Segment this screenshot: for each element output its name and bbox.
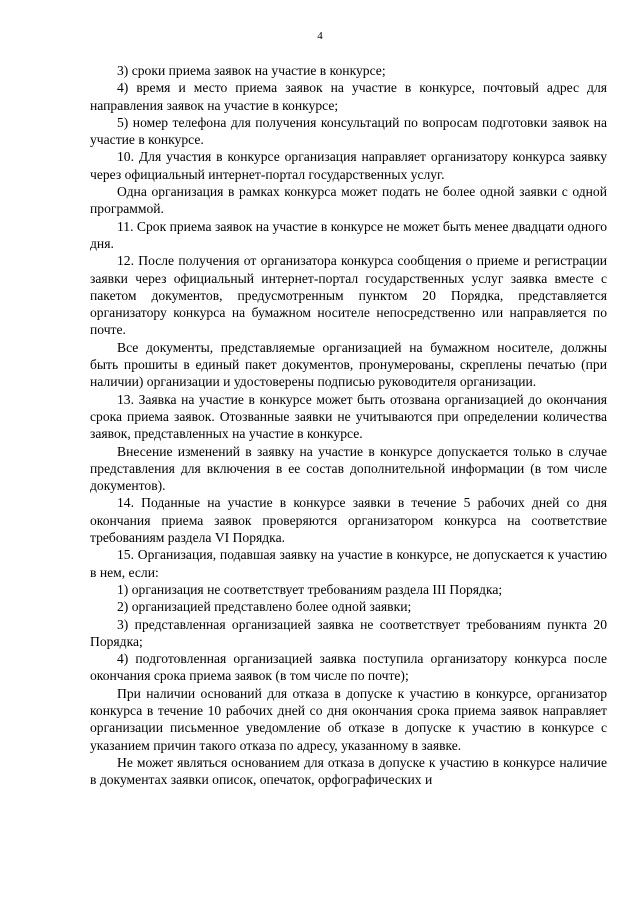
paragraph-10: 10. Для участия в конкурсе организация направляет организатору конкурса заявку через официальный интернет-портал государственных услуг. [90,149,607,182]
paragraph-15-item-1: 1) организация не соответствует требованиям раздела III Порядка; [117,581,503,597]
page-number: 4 [317,30,323,42]
paragraph-14: 14. Поданные на участие в конкурсе заявки в течение 5 рабочих дней со дня окончания приема заявок проверяются организатором конкурса на соответствие требованиям раздела VI Порядка. [90,495,607,546]
paragraph-15-item-4: 4) подготовленная организацией заявка поступила организатору конкурса после окончания срока приема заявок (в том числе по почте); [90,651,607,684]
paragraph-10-note: Одна организация в рамках конкурса может подать не более одной заявки с одной программой. [90,184,607,217]
paragraph-11: 11. Срок приема заявок на участие в конкурсе не может быть менее двадцати одного дня. [90,218,607,251]
paragraph-15-item-2: 2) организацией представлено более одной заявки; [117,599,412,615]
paragraph-15: 15. Организация, подавшая заявку на участие в конкурсе, не допускается к участию в нем, если: [90,547,607,580]
paragraph-12: 12. После получения от организатора конкурса сообщения о приеме и регистрации заявки через официальный интернет-портал государственных услуг заявка вместе с пакетом документов, предусмотренным пунктом 20 Порядка, представляется организатору конкурса на бумажном носителе непосредственно или направляется по почте. [90,253,607,338]
paragraph-item-5: 5) номер телефона для получения консультаций по вопросам подготовки заявок на участие в конкурсе. [90,114,607,148]
paragraph-13-note: Внесение изменений в заявку на участие в конкурсе допускается только в случае представления для включения в ее состав дополнительной информации (в том числе документов). [90,443,607,494]
paragraph-item-3: 3) сроки приема заявок на участие в конкурсе; [117,63,386,78]
document-body [90,62,607,788]
paragraph-item-4: 4) время и место приема заявок на участие в конкурсе, почтовый адрес для направления заявок на участие в конкурсе; [90,80,607,113]
paragraph-15-exception: Не может являться основанием для отказа в допуске к участию в конкурсе наличие в документах заявки описок, опечаток, орфографических и [90,754,607,788]
paragraph-15-item-3: 3) представленная организацией заявка не соответствует требованиям пункта 20 Порядка; [90,616,607,649]
paragraph-15-refusal: При наличии оснований для отказа в допуске к участию в конкурсе, организатор конкурса в течение 10 рабочих дней со дня окончания срока приема заявок направляет организации письменное уведомление об отказе в допуске к участию в конкурсе с указанием причин такого отказа по адресу, указанному в заявке. [90,685,607,753]
paragraph-12-note: Все документы, представляемые организацией на бумажном носителе, должны быть прошиты в единый пакет документов, пронумерованы, скреплены печатью (при наличии) организации и удостоверены подписью руководителя организации. [90,339,607,390]
paragraph-13: 13. Заявка на участие в конкурсе может быть отозвана организацией до окончания срока приема заявок. Отозванные заявки не учитываются при определении количества заявок, представленных на участие в конкурсе. [90,391,607,442]
